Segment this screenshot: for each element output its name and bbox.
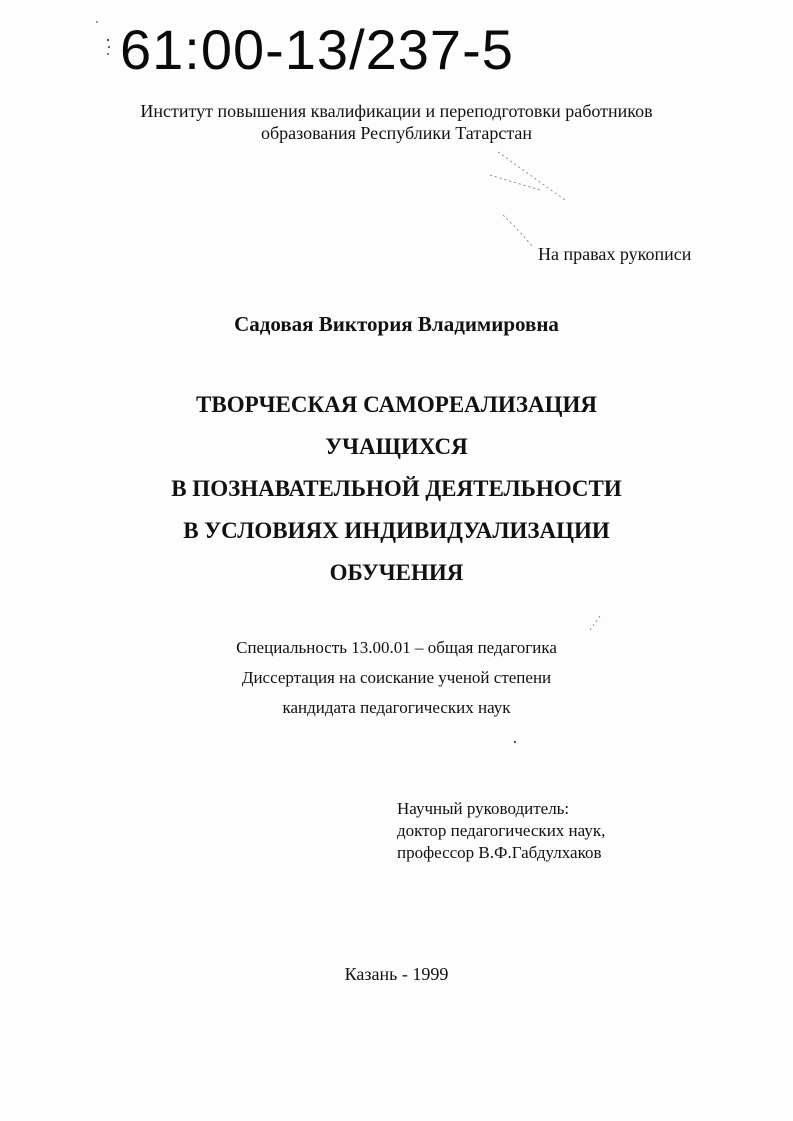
catalog-number: 61:00-13/237-5: [120, 18, 514, 81]
title-line: ТВОРЧЕСКАЯ САМОРЕАЛИЗАЦИЯ: [196, 392, 597, 417]
institute-line-1: Институт повышения квалификации и переподготовки работников: [140, 101, 653, 121]
dissertation-line: Диссертация на соискание ученой степени: [241, 668, 552, 687]
city-year: Казань - 1999: [344, 964, 449, 984]
supervisor-name: профессор В.Ф.Габдулхаков: [397, 843, 602, 862]
dissertation-title: [0, 384, 793, 594]
rights-note: На правах рукописи: [538, 244, 692, 264]
degree-block: [0, 633, 793, 723]
specialty-line: Специальность 13.00.01 – общая педагогика: [236, 638, 557, 657]
institute-name: [0, 100, 793, 144]
author-name: Садовая Виктория Владимировна: [234, 312, 559, 336]
supervisor-block: [397, 798, 605, 864]
title-line: УЧАЩИХСЯ: [325, 434, 468, 459]
title-line: В УСЛОВИЯХ ИНДИВИДУАЛИЗАЦИИ: [183, 518, 610, 543]
title-line: В ПОЗНАВАТЕЛЬНОЙ ДЕЯТЕЛЬНОСТИ: [171, 476, 622, 501]
institute-line-2: образования Республики Татарстан: [260, 123, 533, 143]
supervisor-label: Научный руководитель:: [397, 799, 570, 818]
title-line: ОБУЧЕНИЯ: [329, 560, 464, 585]
degree-name-line: кандидата педагогических наук: [282, 698, 511, 717]
supervisor-degree: доктор педагогических наук,: [397, 821, 606, 840]
